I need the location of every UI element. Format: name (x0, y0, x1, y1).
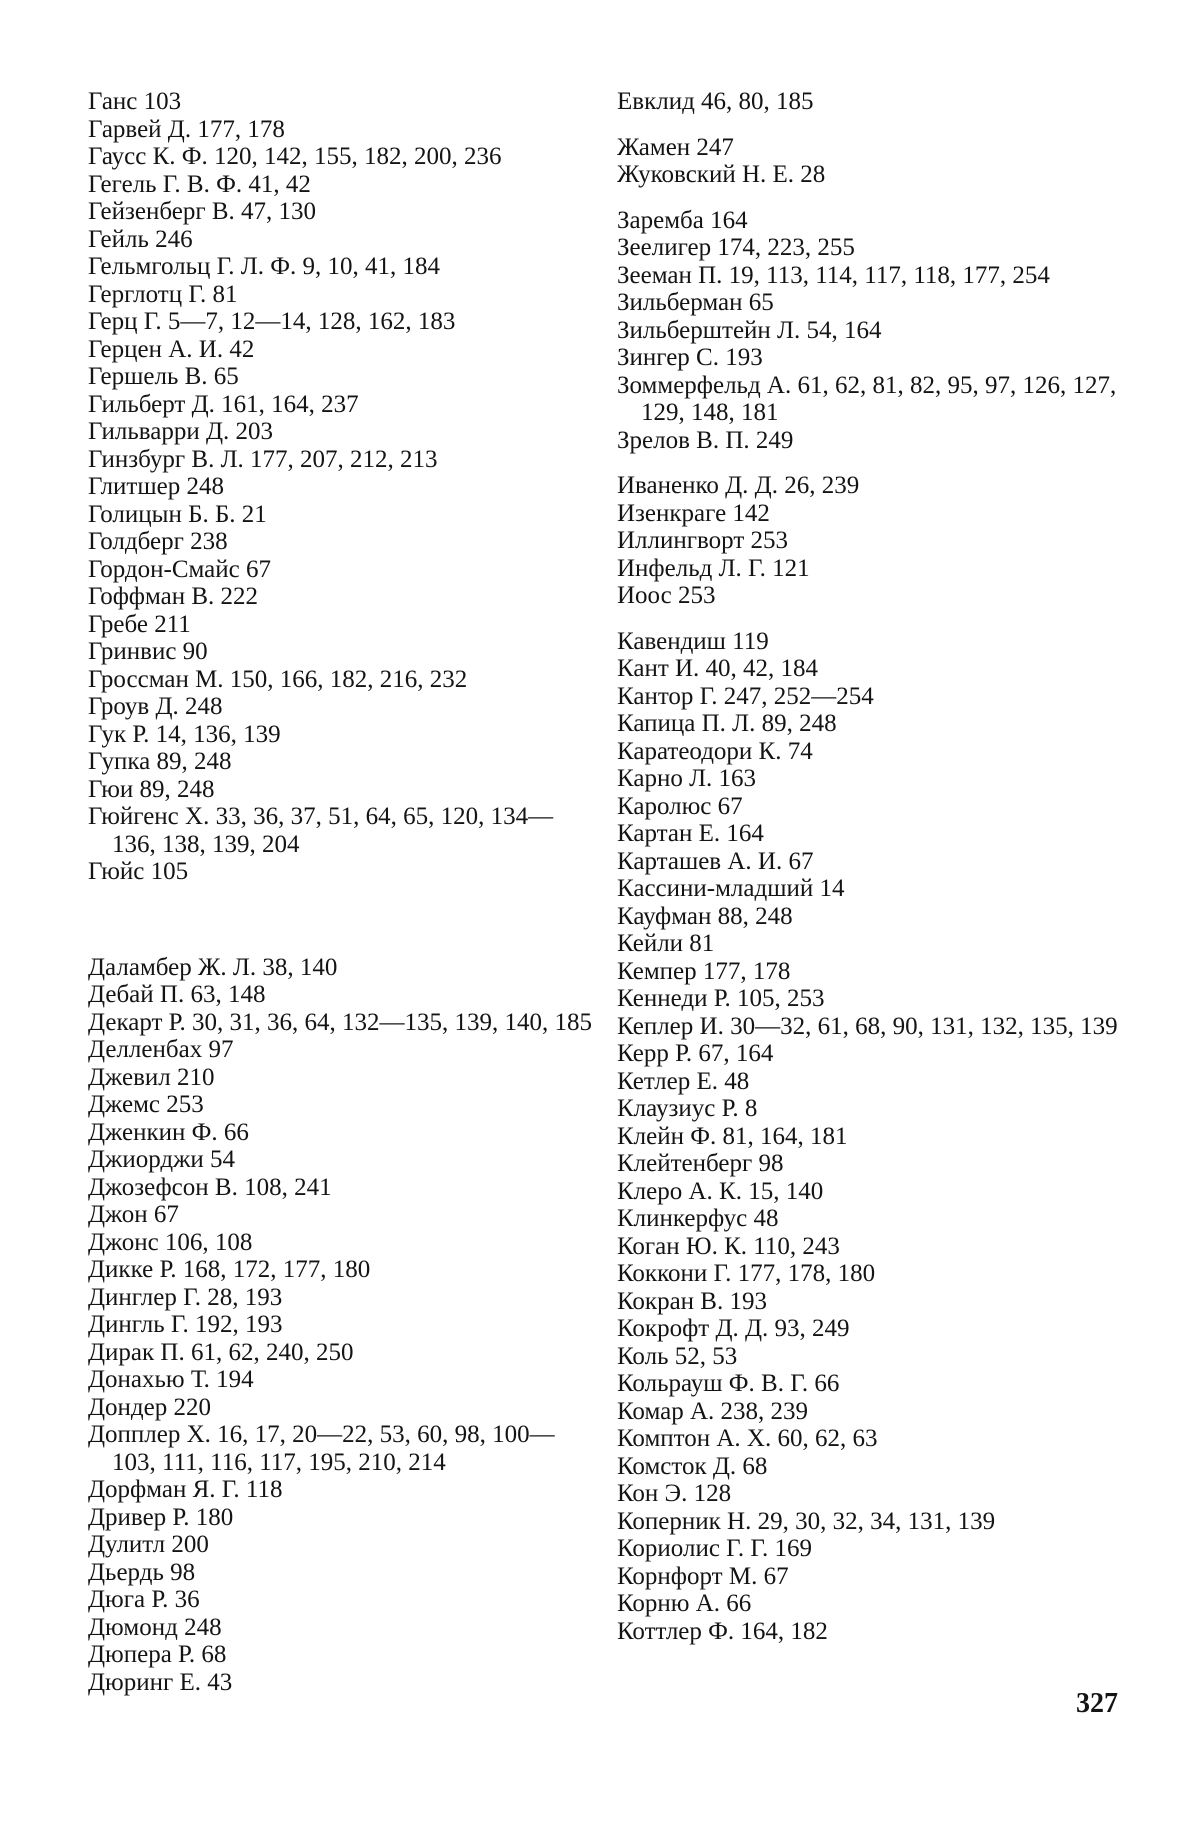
index-entry: Джевил 210 (88, 1063, 215, 1091)
index-entry: Гегель Г. В. Ф. 41, 42 (88, 170, 311, 198)
index-entry: Карно Л. 163 (617, 765, 757, 792)
index-entry: Гельмгольц Г. Л. Ф. 9, 10, 41, 184 (88, 253, 440, 280)
index-entry: Джонс 106, 108 (88, 1228, 253, 1256)
index-entry: Кейли 81 (617, 930, 715, 957)
index-entry: Зееман П. 19, 113, 114, 117, 118, 177, 254 (617, 261, 1050, 289)
index-entry: Дикке Р. 168, 172, 177, 180 (88, 1256, 371, 1283)
index-entry: Дирак П. 61, 62, 240, 250 (88, 1338, 354, 1366)
index-entry: Жамен 247 (617, 133, 734, 161)
index-entry: Комар А. 238, 239 (617, 1397, 809, 1425)
index-entry: Герц Г. 5—7, 12—14, 128, 162, 183 (88, 308, 456, 335)
index-entry: Кольрауш Ф. В. Г. 66 (617, 1370, 840, 1397)
index-entry: Герглотц Г. 81 (88, 280, 238, 308)
index-entry: Кавендиш 119 (617, 627, 769, 655)
index-entry: Керр Р. 67, 164 (617, 1040, 774, 1067)
index-entry: Гильберт Д. 161, 164, 237 (88, 390, 359, 418)
index-entry: Дюга Р. 36 (88, 1586, 200, 1613)
page-number: 327 (1076, 1688, 1118, 1719)
index-entry: Гупка 89, 248 (88, 748, 232, 775)
index-entry: Дженкин Ф. 66 (88, 1118, 249, 1146)
index-entry: Евклид 46, 80, 185 (617, 88, 814, 115)
index-entry: Клейтенберг 98 (617, 1150, 784, 1177)
index-entry: Зрелов В. П. 249 (617, 426, 794, 454)
index-entry: Дюринг Е. 43 (88, 1668, 233, 1696)
index-entry: Гринвис 90 (88, 638, 208, 665)
index-entry: Комптон А. Х. 60, 62, 63 (617, 1425, 878, 1452)
index-entry: Кон Э. 128 (617, 1480, 732, 1507)
index-entry: Клинкерфус 48 (617, 1205, 779, 1232)
index-entry: Зоммерфельд А. 61, 62, 81, 82, 95, 97, 126, 127, 129, 148, 181 (617, 371, 1117, 426)
index-entry: Корнфорт М. 67 (617, 1562, 789, 1590)
index-entry: Джозефсон В. 108, 241 (88, 1173, 332, 1201)
index-entry: Герцен А. И. 42 (88, 335, 255, 363)
group-spacer (617, 454, 1127, 472)
index-entry: Гюйс 105 (88, 858, 189, 885)
index-entry: Джиорджи 54 (88, 1146, 235, 1173)
index-entry: Гершель В. 65 (88, 363, 239, 390)
index-entry: Каратеодори К. 74 (617, 737, 813, 765)
index-group-g (88, 88, 593, 886)
index-entry: Гордон-Смайс 67 (88, 555, 271, 583)
index-entry: Донахью Т. 194 (88, 1366, 254, 1393)
index-group-e (617, 88, 1127, 116)
index-entry: Коккони Г. 177, 178, 180 (617, 1260, 876, 1287)
index-entry: Кокрофт Д. Д. 93, 249 (617, 1315, 850, 1342)
group-spacer (88, 886, 593, 954)
index-entry: Дингль Г. 192, 193 (88, 1311, 283, 1338)
index-entry: Коперник Н. 29, 30, 32, 34, 131, 139 (617, 1507, 996, 1535)
index-entry: Корню А. 66 (617, 1590, 752, 1617)
index-entry: Голицын Б. Б. 21 (88, 500, 267, 528)
index-entry: Глитшер 248 (88, 473, 224, 500)
index-entry: Гребе 211 (88, 610, 191, 638)
group-spacer (617, 610, 1127, 628)
index-entry: Каролюс 67 (617, 792, 743, 820)
index-entry: Гюи 89, 248 (88, 775, 215, 803)
index-entry: Дюмонд 248 (88, 1613, 222, 1641)
index-entry: Кант И. 40, 42, 184 (617, 655, 819, 682)
index-entry: Дебай П. 63, 148 (88, 981, 266, 1008)
index-entry: Гроув Д. 248 (88, 693, 223, 720)
index-entry: Кантор Г. 247, 252—254 (617, 682, 874, 710)
group-spacer (617, 189, 1127, 207)
index-entry: Кетлер Е. 48 (617, 1067, 750, 1095)
index-entry: Делленбах 97 (88, 1036, 234, 1063)
index-entry: Голдберг 238 (88, 528, 228, 555)
index-entry: Картан Е. 164 (617, 820, 764, 847)
index-entry: Инфельд Л. Г. 121 (617, 554, 810, 582)
index-entry: Гейль 246 (88, 225, 193, 253)
index-entry: Кеплер И. 30—32, 61, 68, 90, 131, 132, 135, 139 (617, 1012, 1118, 1040)
index-entry: Гильварри Д. 203 (88, 418, 274, 445)
index-entry: Коль 52, 53 (617, 1342, 738, 1370)
index-entry: Иваненко Д. Д. 26, 239 (617, 472, 860, 499)
index-entry: Заремба 164 (617, 206, 748, 234)
index-entry: Гюйгенс Х. 33, 36, 37, 51, 64, 65, 120, 134—136, 138, 139, 204 (88, 803, 554, 858)
index-entry: Клаузиус Р. 8 (617, 1095, 758, 1122)
index-entry: Дорфман Я. Г. 118 (88, 1476, 283, 1503)
right-column (617, 88, 1127, 1645)
index-entry: Коттлер Ф. 164, 182 (617, 1617, 828, 1645)
index-group-i (617, 472, 1127, 610)
index-entry: Гроссман М. 150, 166, 182, 216, 232 (88, 665, 468, 693)
left-column (88, 88, 593, 1696)
index-entry: Даламбер Ж. Л. 38, 140 (88, 953, 338, 981)
index-entry: Иоос 253 (617, 582, 716, 609)
index-entry: Зильберштейн Л. 54, 164 (617, 316, 882, 344)
index-entry: Карташев А. И. 67 (617, 847, 814, 875)
index-entry: Клейн Ф. 81, 164, 181 (617, 1122, 848, 1150)
index-entry: Дулитл 200 (88, 1531, 209, 1558)
index-entry: Кауфман 88, 248 (617, 902, 793, 930)
index-entry: Зингер С. 193 (617, 344, 763, 371)
index-entry: Джон 67 (88, 1201, 179, 1228)
index-entry: Кемпер 177, 178 (617, 957, 791, 985)
group-spacer (617, 116, 1127, 134)
index-entry: Гоффман В. 222 (88, 583, 259, 610)
index-entry: Капица П. Л. 89, 248 (617, 710, 837, 737)
index-entry: Кеннеди Р. 105, 253 (617, 985, 825, 1012)
index-entry: Дьердь 98 (88, 1558, 196, 1586)
index-entry: Допплер Х. 16, 17, 20—22, 53, 60, 98, 100—103, 111, 116, 117, 195, 210, 214 (88, 1421, 555, 1476)
index-entry: Кокран В. 193 (617, 1287, 767, 1315)
index-entry: Коган Ю. К. 110, 243 (617, 1232, 840, 1260)
index-entry: Гейзенберг В. 47, 130 (88, 198, 317, 225)
index-entry: Жуковский Н. Е. 28 (617, 161, 826, 188)
index-entry: Изенкраге 142 (617, 499, 770, 527)
index-entry: Комсток Д. 68 (617, 1452, 768, 1480)
index-entry: Динглер Г. 28, 193 (88, 1283, 283, 1311)
index-entry: Дондер 220 (88, 1393, 211, 1421)
index-group-zh (617, 134, 1127, 189)
index-entry: Кассини-младший 14 (617, 875, 845, 902)
index-entry: Джемс 253 (88, 1091, 204, 1118)
index-entry: Гук Р. 14, 136, 139 (88, 720, 281, 748)
index-entry: Гарвей Д. 177, 178 (88, 115, 285, 143)
index-entry: Клеро А. К. 15, 140 (617, 1177, 824, 1205)
index-entry: Зильберман 65 (617, 289, 774, 316)
index-entry: Дюпера Р. 68 (88, 1641, 227, 1668)
index-group-d (88, 954, 593, 1697)
index-group-k (617, 628, 1127, 1646)
index-entry: Гинзбург В. Л. 177, 207, 212, 213 (88, 445, 438, 473)
index-entry: Декарт Р. 30, 31, 36, 64, 132—135, 139, 140, 185 (88, 1008, 592, 1036)
index-entry: Ганс 103 (88, 88, 182, 115)
index-entry: Дривер Р. 180 (88, 1503, 234, 1531)
index-entry: Иллингворт 253 (617, 527, 788, 554)
index-entry: Кориолис Г. Г. 169 (617, 1535, 812, 1562)
index-group-z (617, 207, 1127, 455)
index-entry: Зеелигер 174, 223, 255 (617, 234, 855, 261)
index-entry: Гаусс К. Ф. 120, 142, 155, 182, 200, 236 (88, 143, 502, 170)
